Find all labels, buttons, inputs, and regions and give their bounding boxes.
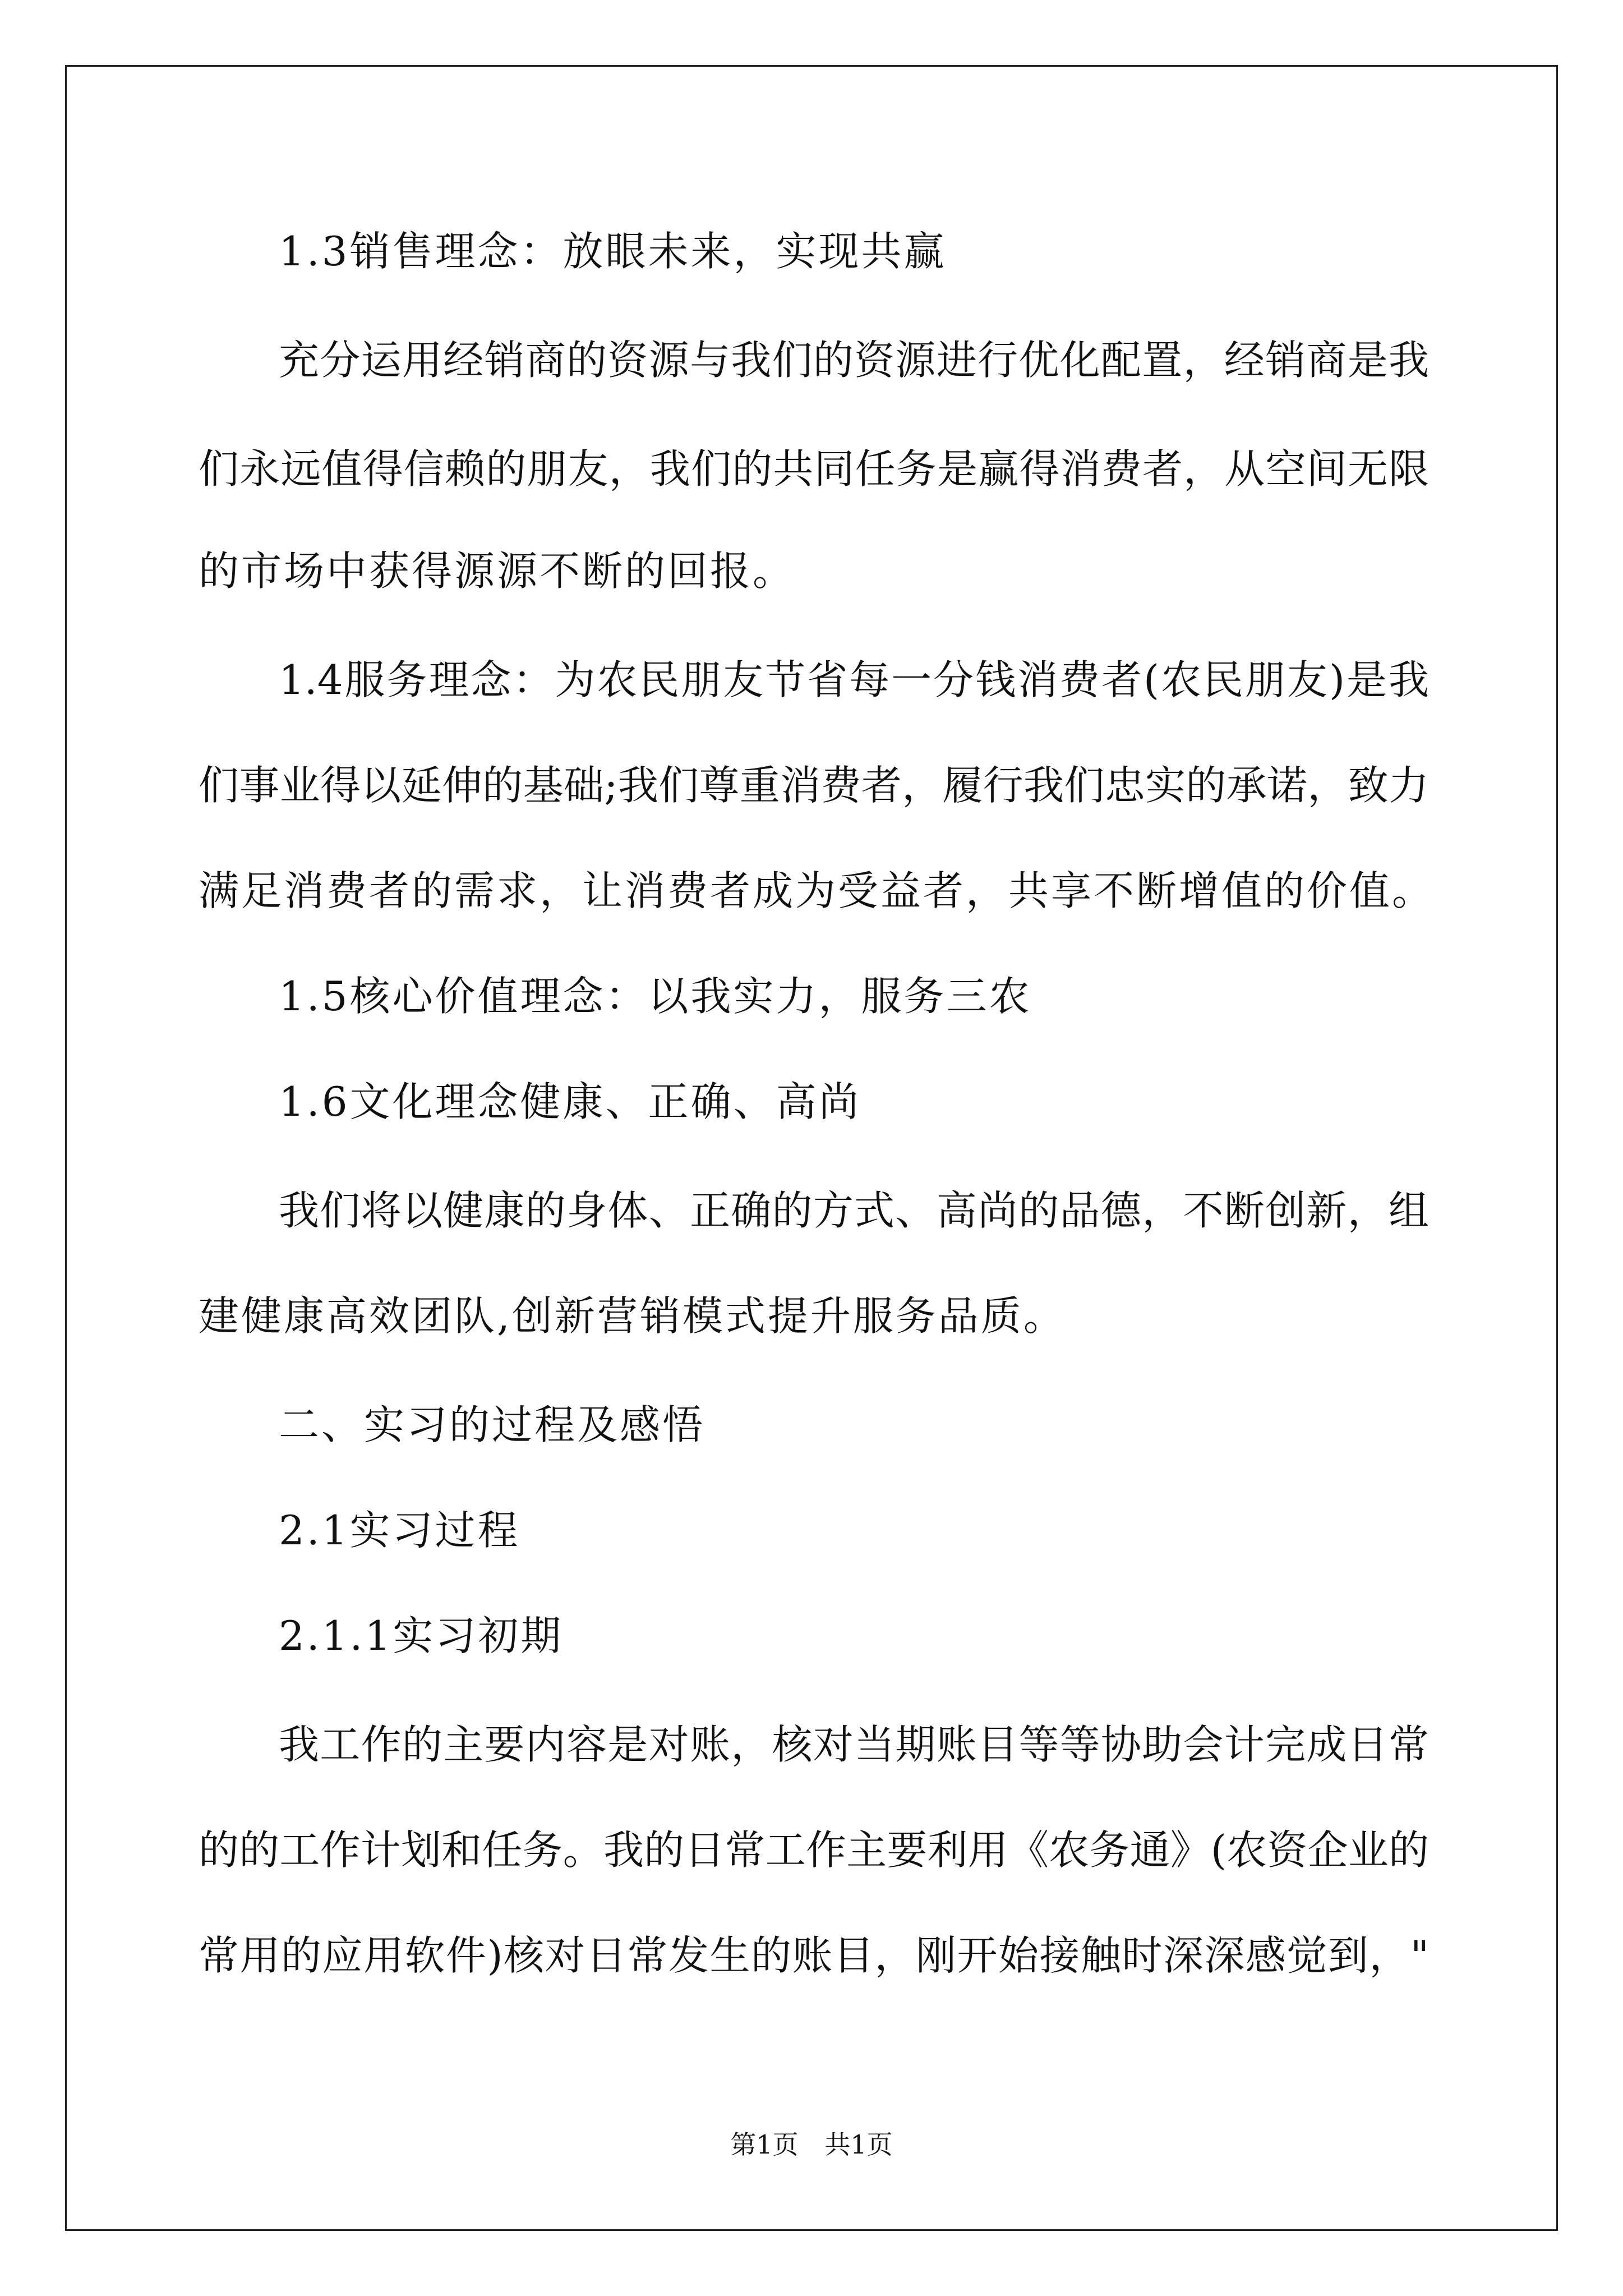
heading-2-1-1: 2.1.1实习初期 [279, 1612, 564, 1659]
heading-2-1: 2.1实习过程 [279, 1507, 520, 1554]
paragraph-line: 建健康高效团队,创新营销模式提升服务品质。 [199, 1292, 1066, 1340]
heading-1-5: 1.5核心价值理念：以我实力，服务三农 [279, 973, 1032, 1020]
paragraph-line: 常用的应用软件)核对日常发生的账目，刚开始接触时深深感觉到，" [199, 1932, 1429, 1979]
paragraph-line: 们永远值得信赖的朋友，我们的共同任务是赢得消费者，从空间无限 [199, 445, 1429, 493]
heading-1-3: 1.3销售理念：放眼未来，实现共赢 [279, 228, 947, 275]
paragraph-line: 的的工作计划和任务。我的日常工作主要利用《农务通》(农资企业的 [199, 1826, 1429, 1874]
page-footer [0, 2129, 1623, 2160]
heading-section-2: 二、实习的过程及感悟 [279, 1401, 706, 1448]
heading-1-6: 1.6文化理念健康、正确、高尚 [279, 1078, 861, 1125]
paragraph-line: 我们将以健康的身体、正确的方式、高尚的品德，不断创新，组 [279, 1187, 1429, 1234]
paragraph-line: 们事业得以延伸的基础;我们尊重消费者，履行我们忠实的承诺，致力 [199, 762, 1429, 809]
paragraph-line: 的市场中获得源源不断的回报。 [199, 547, 796, 595]
page-number: 第1页 [730, 2129, 799, 2160]
paragraph-line: 我工作的主要内容是对账，核对当期账目等等协助会计完成日常 [279, 1721, 1429, 1768]
page-border [65, 65, 1558, 2231]
heading-1-4: 1.4服务理念：为农民朋友节省每一分钱消费者(农民朋友)是我 [279, 656, 1429, 703]
paragraph-line: 满足消费者的需求，让消费者成为受益者，共享不断增值的价值。 [199, 867, 1435, 914]
paragraph-line: 充分运用经销商的资源与我们的资源进行优化配置，经销商是我 [279, 337, 1429, 384]
page-total: 共1页 [824, 2129, 893, 2160]
